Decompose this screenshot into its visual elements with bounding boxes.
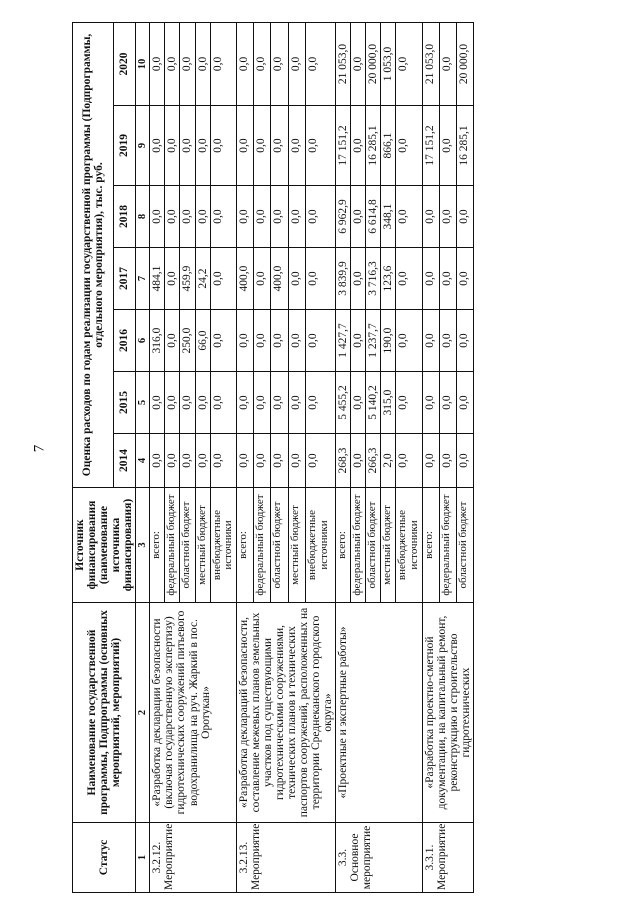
value-cell: 0,0 — [210, 186, 236, 248]
value-cell: 0,0 — [165, 22, 180, 105]
value-cell: 0,0 — [456, 186, 473, 248]
value-cell: 268,3 — [336, 434, 351, 488]
value-cell: 0,0 — [439, 434, 456, 488]
value-cell: 2,0 — [381, 434, 396, 488]
value-cell: 0,0 — [288, 22, 305, 105]
value-cell: 0,0 — [271, 22, 288, 105]
value-cell: 0,0 — [165, 106, 180, 186]
value-cell: 0,0 — [351, 310, 366, 372]
value-cell: 6 962,9 — [336, 186, 351, 248]
value-cell: 0,0 — [210, 434, 236, 488]
value-cell: 0,0 — [351, 372, 366, 434]
value-cell: 0,0 — [180, 372, 195, 434]
year-cell: 2019 — [113, 106, 136, 186]
value-cell: 0,0 — [165, 434, 180, 488]
value-cell: 5 140,2 — [366, 372, 381, 434]
value-cell: 0,0 — [195, 372, 210, 434]
table-row — [336, 22, 351, 892]
value-cell: 0,0 — [422, 186, 439, 248]
header-name: Наименование государственной программы, Подпрограммы (основных мероприятий, мероприятий) — [73, 603, 136, 823]
value-cell: 0,0 — [254, 434, 271, 488]
value-cell: 0,0 — [236, 372, 253, 434]
year-cell: 2014 — [113, 434, 136, 488]
value-cell: 21 053,0 — [422, 22, 439, 105]
value-cell: 0,0 — [150, 106, 165, 186]
value-cell: 0,0 — [456, 372, 473, 434]
value-cell: 1 427,7 — [336, 310, 351, 372]
value-cell: 66,0 — [195, 310, 210, 372]
value-cell: 6 614,8 — [366, 186, 381, 248]
index-cell: 3 — [136, 488, 150, 603]
value-cell: 1 237,7 — [366, 310, 381, 372]
value-cell: 0,0 — [150, 186, 165, 248]
value-cell: 0,0 — [351, 186, 366, 248]
status-cell: 3.3.1. Мероприятие — [422, 823, 473, 893]
value-cell: 400,0 — [271, 248, 288, 310]
value-cell: 0,0 — [439, 22, 456, 105]
index-cell: 4 — [136, 434, 150, 488]
value-cell: 0,0 — [271, 434, 288, 488]
value-cell: 484,1 — [150, 248, 165, 310]
value-cell: 21 053,0 — [336, 22, 351, 105]
value-cell: 250,0 — [180, 310, 195, 372]
value-cell: 0,0 — [422, 248, 439, 310]
header-estimate: Оценка расходов по годам реализации государственной программы (Подпрограммы, отдельного мероприятия), тыс. руб. — [73, 22, 114, 487]
value-cell: 0,0 — [306, 310, 336, 372]
table-row — [236, 22, 253, 892]
value-cell: 0,0 — [288, 248, 305, 310]
year-cell: 2018 — [113, 186, 136, 248]
value-cell: 0,0 — [254, 310, 271, 372]
value-cell: 0,0 — [236, 106, 253, 186]
rotated-table-wrapper — [72, 23, 602, 893]
value-cell: 0,0 — [456, 310, 473, 372]
value-cell: 459,9 — [180, 248, 195, 310]
value-cell: 348,1 — [381, 186, 396, 248]
index-cell: 1 — [136, 823, 150, 893]
value-cell: 0,0 — [236, 434, 253, 488]
value-cell: 0,0 — [396, 186, 422, 248]
source-cell: областной бюджет — [271, 488, 288, 603]
value-cell: 0,0 — [271, 372, 288, 434]
measure-name-cell: «Проектные и экспертные работы» — [336, 603, 422, 823]
value-cell: 0,0 — [422, 310, 439, 372]
value-cell: 0,0 — [254, 22, 271, 105]
value-cell: 0,0 — [288, 310, 305, 372]
value-cell: 0,0 — [306, 372, 336, 434]
value-cell: 0,0 — [351, 106, 366, 186]
value-cell: 3 716,3 — [366, 248, 381, 310]
page-number: 7 — [31, 444, 48, 453]
value-cell: 866,1 — [381, 106, 396, 186]
value-cell: 0,0 — [306, 434, 336, 488]
value-cell: 0,0 — [236, 310, 253, 372]
year-cell: 2015 — [113, 372, 136, 434]
value-cell: 0,0 — [210, 106, 236, 186]
measure-name-cell: «Разработка деклараций безопасности, составление межевых планов земельных участков под существующими гидротехническими сооружениями, технических планов и технических паспортов сооружений, расположенных на территории Среднеканского городского округа» — [236, 603, 336, 823]
value-cell: 0,0 — [236, 22, 253, 105]
value-cell: 0,0 — [254, 106, 271, 186]
value-cell: 0,0 — [288, 186, 305, 248]
value-cell: 0,0 — [210, 372, 236, 434]
value-cell: 0,0 — [180, 106, 195, 186]
value-cell: 266,3 — [366, 434, 381, 488]
status-cell: 3.2.12. Мероприятие — [150, 823, 236, 893]
value-cell: 0,0 — [306, 248, 336, 310]
value-cell: 17 151,2 — [422, 106, 439, 186]
source-cell: областной бюджет — [180, 488, 195, 603]
value-cell: 0,0 — [195, 22, 210, 105]
value-cell: 0,0 — [439, 186, 456, 248]
source-cell: федеральный бюджет — [351, 488, 366, 603]
value-cell: 0,0 — [210, 22, 236, 105]
index-cell: 7 — [136, 248, 150, 310]
source-cell: областной бюджет — [456, 488, 473, 603]
value-cell: 0,0 — [254, 372, 271, 434]
source-cell: федеральный бюджет — [439, 488, 456, 603]
source-cell: внебюджетные источники — [210, 488, 236, 603]
value-cell: 0,0 — [180, 434, 195, 488]
index-cell: 8 — [136, 186, 150, 248]
source-cell: местный бюджет — [381, 488, 396, 603]
value-cell: 0,0 — [271, 186, 288, 248]
value-cell: 0,0 — [439, 310, 456, 372]
value-cell: 0,0 — [254, 186, 271, 248]
source-cell: внебюджетные источники — [396, 488, 422, 603]
year-cell: 2016 — [113, 310, 136, 372]
value-cell: 0,0 — [396, 372, 422, 434]
source-cell: федеральный бюджет — [165, 488, 180, 603]
status-cell: 3.3. Основное мероприятие — [336, 823, 422, 893]
value-cell: 0,0 — [396, 310, 422, 372]
measure-name-cell: «Разработка декларации безопасности (включая государственную экспертизу) гидротехнических сооружений питьевого водохранилища на руч. Жаркий в пос. Оротукан» — [150, 603, 236, 823]
table-row — [150, 22, 165, 892]
value-cell: 0,0 — [165, 248, 180, 310]
value-cell: 0,0 — [288, 372, 305, 434]
value-cell: 0,0 — [180, 22, 195, 105]
value-cell: 400,0 — [236, 248, 253, 310]
value-cell: 16 285,1 — [366, 106, 381, 186]
value-cell: 0,0 — [165, 186, 180, 248]
year-cell: 2020 — [113, 22, 136, 105]
source-cell: федеральный бюджет — [254, 488, 271, 603]
value-cell: 0,0 — [288, 434, 305, 488]
value-cell: 0,0 — [351, 434, 366, 488]
value-cell: 20 000,0 — [366, 22, 381, 105]
source-cell: всего: — [422, 488, 439, 603]
value-cell: 0,0 — [439, 248, 456, 310]
value-cell: 0,0 — [271, 310, 288, 372]
value-cell: 0,0 — [195, 186, 210, 248]
value-cell: 0,0 — [439, 106, 456, 186]
value-cell: 0,0 — [180, 186, 195, 248]
table-body — [150, 22, 473, 892]
value-cell: 17 151,2 — [336, 106, 351, 186]
value-cell: 0,0 — [271, 106, 288, 186]
value-cell: 0,0 — [422, 372, 439, 434]
value-cell: 0,0 — [195, 106, 210, 186]
index-cell: 5 — [136, 372, 150, 434]
value-cell: 0,0 — [195, 434, 210, 488]
value-cell: 123,6 — [381, 248, 396, 310]
index-cell: 10 — [136, 22, 150, 105]
value-cell: 0,0 — [254, 248, 271, 310]
value-cell: 190,0 — [381, 310, 396, 372]
value-cell: 0,0 — [210, 248, 236, 310]
value-cell: 0,0 — [456, 434, 473, 488]
value-cell: 0,0 — [165, 310, 180, 372]
value-cell: 0,0 — [288, 106, 305, 186]
value-cell: 0,0 — [351, 248, 366, 310]
value-cell: 0,0 — [306, 186, 336, 248]
table-row — [422, 22, 439, 892]
value-cell: 3 839,9 — [336, 248, 351, 310]
source-cell: внебюджетные источники — [306, 488, 336, 603]
header-row — [73, 22, 114, 892]
value-cell: 5 455,2 — [336, 372, 351, 434]
index-cell: 6 — [136, 310, 150, 372]
value-cell: 24,2 — [195, 248, 210, 310]
index-cell: 9 — [136, 106, 150, 186]
value-cell: 0,0 — [396, 106, 422, 186]
value-cell: 0,0 — [165, 372, 180, 434]
source-cell: областной бюджет — [366, 488, 381, 603]
value-cell: 0,0 — [306, 106, 336, 186]
value-cell: 0,0 — [210, 310, 236, 372]
value-cell: 315,0 — [381, 372, 396, 434]
year-cell: 2017 — [113, 248, 136, 310]
measure-name-cell: «Разработка проектно-сметной документации, на капитальный ремонт, реконструкцию и строительство гидротехнических — [422, 603, 473, 823]
value-cell: 0,0 — [150, 372, 165, 434]
header-status: Статус — [73, 823, 136, 893]
value-cell: 16 285,1 — [456, 106, 473, 186]
source-cell: всего: — [150, 488, 165, 603]
budget-table — [72, 22, 474, 893]
value-cell: 0,0 — [396, 248, 422, 310]
value-cell: 0,0 — [150, 434, 165, 488]
value-cell: 0,0 — [396, 434, 422, 488]
value-cell: 0,0 — [150, 22, 165, 105]
source-cell: всего: — [336, 488, 351, 603]
index-row — [136, 22, 150, 892]
source-cell: всего: — [236, 488, 253, 603]
value-cell: 0,0 — [396, 22, 422, 105]
value-cell: 0,0 — [422, 434, 439, 488]
status-cell: 3.2.13. Мероприятие — [236, 823, 336, 893]
value-cell: 1 053,0 — [381, 22, 396, 105]
value-cell: 0,0 — [306, 22, 336, 105]
index-cell: 2 — [136, 603, 150, 823]
value-cell: 0,0 — [456, 248, 473, 310]
source-cell: местный бюджет — [288, 488, 305, 603]
header-source: Источник финансирования (наименование источника финансирования) — [73, 488, 136, 603]
value-cell: 0,0 — [439, 372, 456, 434]
value-cell: 0,0 — [351, 22, 366, 105]
value-cell: 20 000,0 — [456, 22, 473, 105]
source-cell: местный бюджет — [195, 488, 210, 603]
value-cell: 316,0 — [150, 310, 165, 372]
value-cell: 0,0 — [236, 186, 253, 248]
